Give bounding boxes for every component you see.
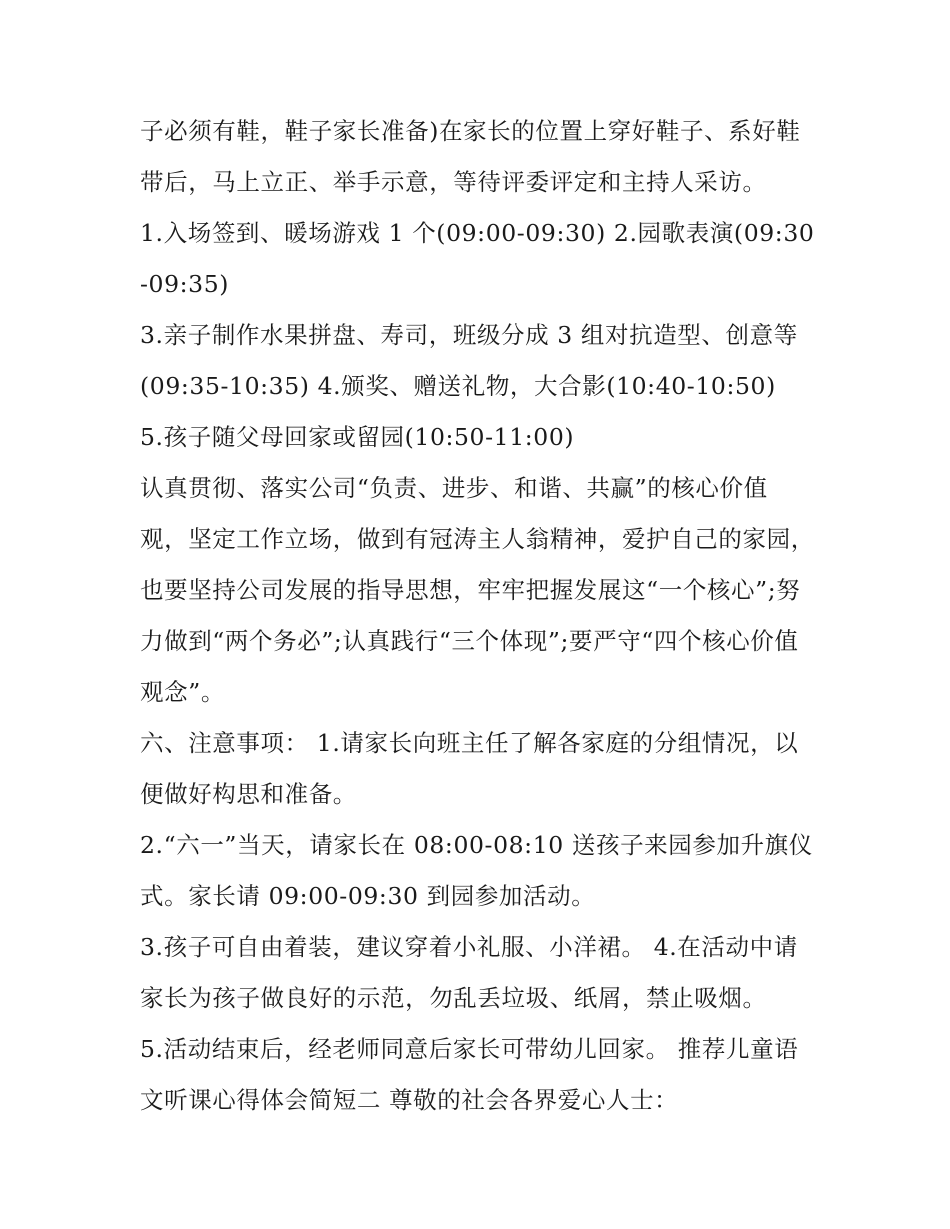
document-body [140,106,815,1126]
paragraph-notes-2: 2.“六一”当天，请家长在 08:00-08:10 送孩子来园参加升旗仪式。家长请 09:00-09:30 到园参加活动。 [140,831,813,910]
paragraph-schedule-1-2: 1.入场签到、暖场游戏 1 个(09:00-09:30) 2.园歌表演(09:30-09:35) [140,219,815,298]
paragraph-schedule-3-4: 3.亲子制作水果拼盘、寿司，班级分成 3 组对抗造型、创意等(09:35-10:35) 4.颁奖、赠送礼物，大合影(10:40-10:50) [140,321,798,400]
paragraph-core-values: 认真贯彻、落实公司“负责、进步、和谐、共赢”的核心价值观，坚定工作立场，做到有冠涛主人翁精神，爱护自己的家园，也要坚持公司发展的指导思想，牢牢把握发展这“一个核心”;努力做到“两个务必”;认真践行“三个体现”;要严守“四个核心价值观念”。 [140,474,815,706]
paragraph-shoes-instruction: 子必须有鞋，鞋子家长准备)在家长的位置上穿好鞋子、系好鞋带后，马上立正、举手示意，等待评委评定和主持人采访。 [140,117,801,196]
paragraph-notes-1: 六、注意事项： 1.请家长向班主任了解各家庭的分组情况，以便做好构思和准备。 [140,729,799,808]
paragraph-schedule-5: 5.孩子随父母回家或留园(10:50-11:00) [140,423,575,451]
paragraph-notes-5: 5.活动结束后，经老师同意后家长可带幼儿回家。 推荐儿童语文听课心得体会简短二 尊敬的社会各界爱心人士： [140,1035,799,1114]
paragraph-notes-3-4: 3.孩子可自由着装，建议穿着小礼服、小洋裙。 4.在活动中请家长为孩子做良好的示范，勿乱丢垃圾、纸屑，禁止吸烟。 [140,933,798,1012]
